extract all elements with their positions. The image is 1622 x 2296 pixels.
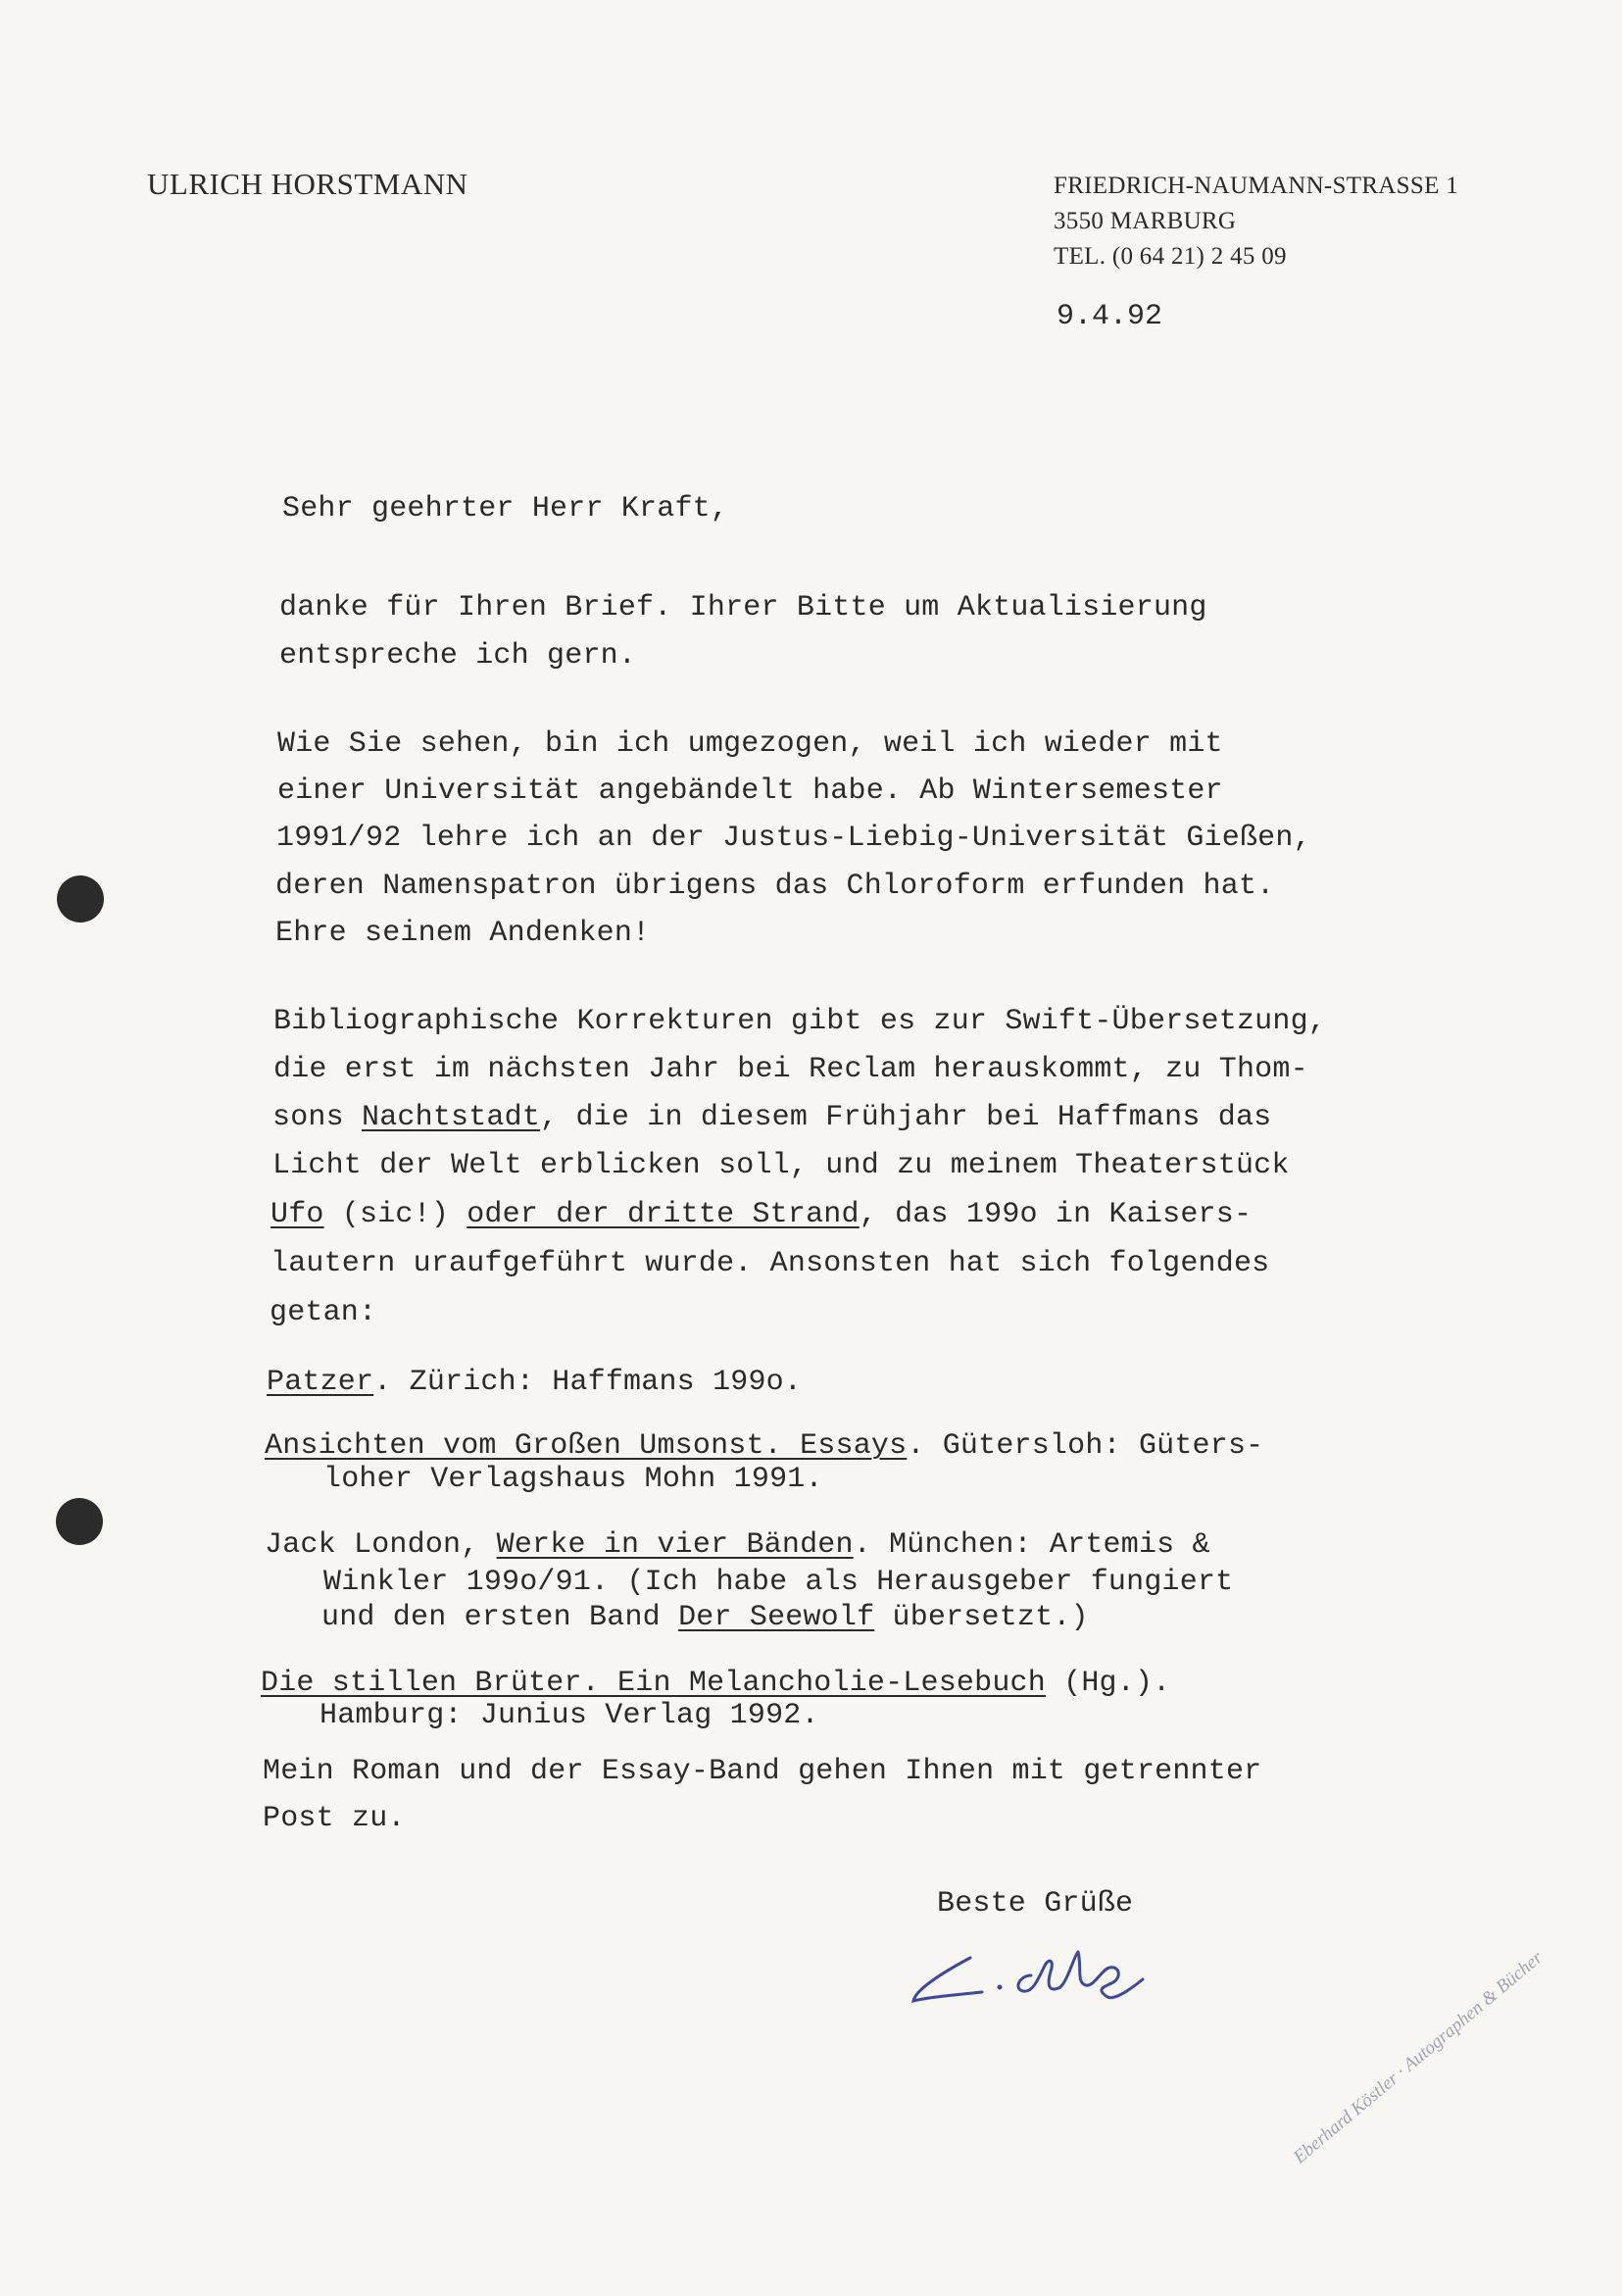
sender-city: 3550 MARBURG bbox=[1054, 208, 1237, 234]
bib-entry-london bbox=[265, 1528, 1210, 1562]
bib-entry-ansichten bbox=[265, 1429, 1263, 1463]
paragraph2-line3: 1991/92 lehre ich an der Justus-Liebig-Universität Gießen, bbox=[276, 822, 1311, 855]
closing-paragraph-line1: Mein Roman und der Essay-Band gehen Ihnen mit getrennter bbox=[263, 1755, 1262, 1788]
paragraph3-line4: Licht der Welt erblicken soll, und zu meinem Theaterstück bbox=[272, 1149, 1290, 1182]
title-seewolf: Der Seewolf bbox=[678, 1601, 875, 1634]
title-werke: Werke in vier Bänden bbox=[496, 1528, 854, 1562]
paragraph3-line1: Bibliographische Korrekturen gibt es zur Swift-Übersetzung, bbox=[273, 1005, 1326, 1038]
text-run: und den ersten Band bbox=[321, 1601, 679, 1634]
bib-entry-ansichten-line2: loher Verlagshaus Mohn 1991. bbox=[323, 1463, 823, 1496]
paragraph3-line3 bbox=[272, 1101, 1271, 1134]
paragraph1-line2: entspreche ich gern. bbox=[279, 639, 637, 673]
text-run: Jack London, bbox=[265, 1528, 497, 1562]
title-nachtstadt: Nachtstadt bbox=[362, 1101, 541, 1134]
paragraph2-line2: einer Universität angebändelt habe. Ab Wintersemester bbox=[277, 774, 1223, 808]
bib-entry-london-line3 bbox=[321, 1601, 1089, 1634]
bib-entry-patzer bbox=[267, 1366, 802, 1399]
title-patzer: Patzer bbox=[267, 1366, 374, 1399]
title-strand: oder der dritte Strand bbox=[467, 1198, 860, 1231]
title-brueter: Die stillen Brüter. Ein Melancholie-Lesebuch bbox=[261, 1667, 1046, 1700]
closing: Beste Grüße bbox=[937, 1887, 1134, 1921]
letter-date: 9.4.92 bbox=[1057, 300, 1163, 333]
sender-telephone: TEL. (0 64 21) 2 45 09 bbox=[1054, 243, 1287, 270]
text-run: . München: Artemis & bbox=[853, 1528, 1210, 1562]
title-ansichten: Ansichten vom Großen Umsonst. Essays bbox=[265, 1429, 908, 1463]
punch-hole-lower bbox=[56, 1498, 103, 1545]
text-run: (sic!) bbox=[323, 1198, 467, 1231]
paragraph3-line6: lautern uraufgeführt wurde. Ansonsten hat sich folgendes bbox=[270, 1247, 1270, 1280]
dealer-stamp: Eberhard Köstler · Autographen & Bücher bbox=[1289, 1947, 1548, 2169]
paragraph2-line1: Wie Sie sehen, bin ich umgezogen, weil ich wieder mit bbox=[277, 727, 1223, 761]
paragraph1-line1: danke für Ihren Brief. Ihrer Bitte um Aktualisierung bbox=[279, 591, 1207, 624]
closing-paragraph-line2: Post zu. bbox=[263, 1802, 406, 1835]
bib-entry-london-line2: Winkler 199o/91. (Ich habe als Herausgeber fungiert bbox=[323, 1566, 1234, 1599]
text-run: (Hg.). bbox=[1045, 1667, 1171, 1700]
paragraph3-line5 bbox=[270, 1198, 1252, 1231]
paragraph3-line7: getan: bbox=[270, 1296, 377, 1329]
paragraph3-line2: die erst im nächsten Jahr bei Reclam herauskommt, zu Thom- bbox=[273, 1053, 1308, 1086]
sender-name: ULRICH HORSTMANN bbox=[147, 167, 468, 201]
sender-street: FRIEDRICH-NAUMANN-STRASSE 1 bbox=[1054, 173, 1458, 199]
salutation: Sehr geehrter Herr Kraft, bbox=[282, 492, 729, 525]
bib-entry-brueter-line2: Hamburg: Junius Verlag 1992. bbox=[319, 1699, 819, 1732]
paragraph2-line5: Ehre seinem Andenken! bbox=[275, 917, 651, 950]
text-run: übersetzt.) bbox=[874, 1601, 1089, 1634]
paragraph2-line4: deren Namenspatron übrigens das Chloroform erfunden hat. bbox=[275, 870, 1275, 903]
text-run: . Zürich: Haffmans 199o. bbox=[373, 1366, 803, 1399]
bib-entry-brueter bbox=[261, 1667, 1170, 1700]
title-ufo: Ufo bbox=[270, 1198, 324, 1231]
text-run: . Gütersloh: Güters- bbox=[907, 1429, 1264, 1463]
text-run: , die in diesem Frühjahr bei Haffmans das bbox=[540, 1101, 1272, 1134]
punch-hole-upper bbox=[57, 875, 104, 923]
text-run: sons bbox=[272, 1101, 363, 1134]
signature bbox=[902, 1936, 1156, 2024]
text-run: , das 199o in Kaisers- bbox=[859, 1198, 1253, 1231]
